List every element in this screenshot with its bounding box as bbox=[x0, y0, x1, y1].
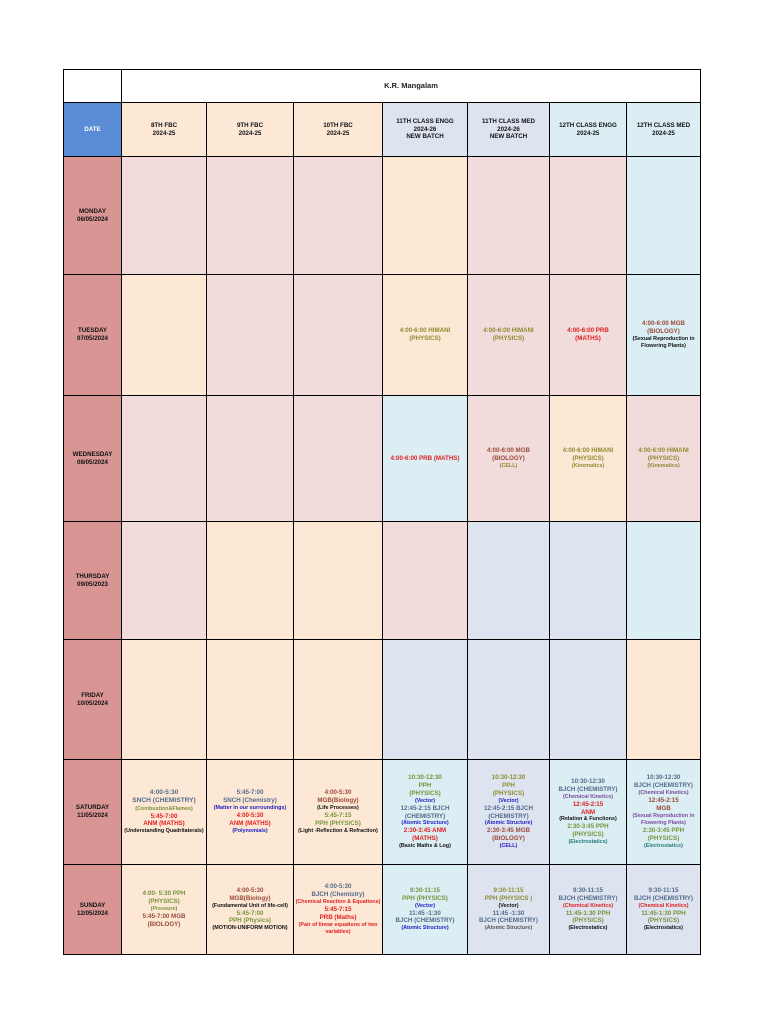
slot-thu-11th-engg bbox=[383, 522, 468, 640]
class-topic: (Chemical Kinetics) bbox=[638, 790, 689, 797]
slot-sun-12th-engg bbox=[550, 865, 627, 955]
class-time: 4:00-5:30 bbox=[324, 789, 352, 797]
slot-sun-11th-med bbox=[468, 865, 550, 955]
class-subject: (PHYSICS) bbox=[572, 831, 604, 839]
class-time: 9:30-11:15 bbox=[493, 886, 524, 894]
class-topic: (Life Processes) bbox=[317, 805, 359, 812]
class-time: 4:00-6:00 HIMANI bbox=[562, 447, 614, 455]
slot-sat-12th-med bbox=[627, 760, 701, 865]
class-subject: (PHYSICS) bbox=[409, 335, 441, 342]
class-topic: (Sexual Reproduction in bbox=[632, 336, 695, 343]
class-subject: MGB(Biology) bbox=[229, 894, 271, 902]
day-wednesday bbox=[64, 396, 122, 522]
class-subject: (PHYSICS) bbox=[647, 455, 680, 463]
header-line: 8TH FBC bbox=[150, 121, 178, 129]
slot-thu-10th bbox=[294, 522, 383, 640]
class-subject: PRB (Maths) bbox=[319, 913, 357, 921]
class-time: 4:00-5:30 bbox=[149, 788, 179, 796]
header-8th-fbc bbox=[122, 103, 207, 157]
header-line: 11TH CLASS ENGG bbox=[396, 117, 454, 125]
slot-mon-11th-engg bbox=[383, 157, 468, 275]
slot-tue-11th-engg bbox=[383, 275, 468, 396]
class-time: 2:30-3:45 MGB bbox=[487, 827, 530, 835]
class-subject: BJCH (CHEMISTRY) bbox=[634, 894, 693, 902]
slot-thu-9th bbox=[207, 522, 294, 640]
class-subject: PPH (PHYSICS) bbox=[315, 819, 361, 827]
class-subject: PPH bbox=[502, 781, 515, 789]
class-subject: MGB bbox=[656, 805, 671, 813]
class-time: 4:00-5:30 bbox=[236, 886, 264, 894]
class-topic: (CELL) bbox=[499, 843, 518, 850]
slot-wed-11th-engg bbox=[383, 396, 468, 522]
slot-thu-12th-med bbox=[627, 522, 701, 640]
class-subject: (BIOLOGY) bbox=[647, 328, 680, 336]
class-topic: (Kinematics) bbox=[571, 462, 605, 469]
header-9th-fbc bbox=[207, 103, 294, 157]
class-subject: (BIOLOGY) bbox=[492, 455, 525, 463]
class-subject: ANM (MATHS) bbox=[143, 820, 185, 828]
slot-mon-12th-med bbox=[627, 157, 701, 275]
class-time: 12:45-2:15 BJCH bbox=[400, 804, 450, 812]
class-time: 12:45-2:15 BJCH bbox=[484, 804, 533, 812]
header-line: 2024-26 bbox=[497, 125, 520, 133]
class-topic: (Atomic Structure) bbox=[484, 925, 533, 932]
slot-wed-11th-med bbox=[468, 396, 550, 522]
slot-thu-11th-med bbox=[468, 522, 550, 640]
header-line: 12TH CLASS MED bbox=[636, 121, 691, 129]
class-time: 4:00-5:30 bbox=[236, 812, 264, 819]
slot-sat-12th-engg bbox=[550, 760, 627, 865]
header-12th-engg bbox=[550, 103, 627, 157]
slot-fri-12th-engg bbox=[550, 640, 627, 760]
day-date: 12/05/2024 bbox=[77, 909, 108, 917]
header-line: 2024-25 bbox=[576, 129, 600, 137]
class-time: 2:30-3:45 ANM bbox=[403, 827, 447, 835]
day-date: 07/05/2024 bbox=[77, 335, 108, 342]
class-time: 9:30-11:15 bbox=[410, 886, 440, 894]
row-tuesday bbox=[64, 275, 701, 396]
header-line: 12TH CLASS ENGG bbox=[559, 121, 617, 129]
class-topic: (Atomic Structure) bbox=[484, 820, 533, 827]
class-topic: (Atomic Structure) bbox=[401, 925, 449, 932]
class-time: 5:45-7:00 MGB bbox=[142, 912, 186, 920]
slot-wed-12th-engg bbox=[550, 396, 627, 522]
slot-sun-8th bbox=[122, 865, 207, 955]
class-topic: (Chemical Kinetics) bbox=[638, 902, 689, 909]
class-subject: (CHEMISTRY) bbox=[404, 812, 446, 820]
header-row bbox=[64, 103, 701, 157]
class-topic: (Electrostatics) bbox=[568, 925, 608, 932]
class-topic: (Pair of linear equations of two bbox=[298, 921, 378, 928]
class-time: 10:30-12:30 bbox=[491, 773, 526, 781]
day-name: SUNDAY bbox=[79, 901, 106, 909]
class-time: 4:00-6:00 PRB (MATHS) bbox=[390, 454, 460, 462]
class-topic: (Electrostatics) bbox=[644, 842, 683, 849]
class-subject: BJCH (CHEMISTRY) bbox=[479, 917, 538, 925]
row-friday bbox=[64, 640, 701, 760]
header-11th-med bbox=[468, 103, 550, 157]
slot-sun-9th bbox=[207, 865, 294, 955]
slot-sat-11th-engg bbox=[383, 760, 468, 865]
class-time: 5:45-7:00 bbox=[236, 789, 264, 797]
day-name: SATURDAY bbox=[75, 804, 110, 812]
slot-mon-11th-med bbox=[468, 157, 550, 275]
date-header: DATE bbox=[64, 103, 122, 157]
slot-tue-12th-med bbox=[627, 275, 701, 396]
header-line: 2024-25 bbox=[238, 129, 262, 137]
day-date: 08/05/2024 bbox=[77, 458, 108, 466]
slot-wed-8th bbox=[122, 396, 207, 522]
day-date: 11/05/2024 bbox=[77, 812, 108, 819]
class-time: 5:45-7:00 bbox=[150, 812, 178, 820]
slot-sun-12th-med bbox=[627, 865, 701, 955]
slot-sat-10th bbox=[294, 760, 383, 865]
class-topic: (Fundamental Unit of life-cell) bbox=[212, 902, 288, 909]
class-subject: BJCH (CHEMISTRY) bbox=[558, 894, 618, 902]
class-subject: ANM (MATHS) bbox=[229, 819, 271, 827]
title-row bbox=[64, 70, 701, 103]
slot-mon-12th-engg bbox=[550, 157, 627, 275]
class-subject: (BIOLOGY) bbox=[492, 835, 525, 843]
class-topic: Flowering Plants) bbox=[641, 342, 686, 349]
header-10th-fbc bbox=[294, 103, 383, 157]
class-time: 11:45-1:30 PPH bbox=[641, 909, 686, 917]
class-time: 4:00-6:00 HIMANI bbox=[638, 447, 689, 455]
class-subject: BJCH (CHEMISTRY) bbox=[395, 917, 455, 925]
day-monday bbox=[64, 157, 122, 275]
slot-fri-11th-engg bbox=[383, 640, 468, 760]
class-time: 4:00-5:30 bbox=[324, 883, 352, 891]
class-time: 10:30-12:30 bbox=[646, 774, 681, 782]
slot-thu-8th bbox=[122, 522, 207, 640]
day-date: 06/05/2024 bbox=[77, 215, 108, 223]
day-date: 09/05/2023 bbox=[77, 580, 108, 588]
slot-sun-10th bbox=[294, 865, 383, 955]
class-time: 5:45-7:00 bbox=[236, 909, 264, 917]
slot-wed-9th bbox=[207, 396, 294, 522]
class-subject: (PHYSICS) bbox=[409, 789, 441, 797]
class-subject: ANM bbox=[580, 808, 596, 816]
class-subject: PPH (PHYSICS) bbox=[402, 894, 448, 902]
class-time: 10:30-12:30 bbox=[408, 773, 442, 781]
header-line: 2024-25 bbox=[652, 129, 675, 137]
class-subject: (PHYSICS) bbox=[572, 455, 604, 463]
row-wednesday bbox=[64, 396, 701, 522]
class-time: 2:30-3:45 PPH bbox=[642, 826, 685, 834]
class-subject: (PHYSICS) bbox=[148, 898, 180, 906]
day-name: MONDAY bbox=[79, 207, 106, 215]
class-time: 9:30-11:15 bbox=[573, 886, 603, 894]
slot-tue-11th-med bbox=[468, 275, 550, 396]
class-topic: (Electrostatics) bbox=[568, 839, 608, 846]
class-topic: variables) bbox=[325, 928, 351, 935]
row-saturday bbox=[64, 760, 701, 865]
day-date: 10/05/2024 bbox=[77, 699, 108, 707]
slot-tue-8th bbox=[122, 275, 207, 396]
slot-fri-10th bbox=[294, 640, 383, 760]
class-topic: (Kinematics) bbox=[647, 462, 680, 469]
corner-cell bbox=[64, 70, 122, 103]
class-topic: (Chemical Reaction & Equations) bbox=[295, 899, 381, 906]
class-time: 4:00-6:00 MGB bbox=[487, 447, 530, 455]
header-line: 2024-25 bbox=[326, 129, 350, 137]
class-topic: (Vector) bbox=[498, 797, 519, 804]
class-topic: (Relation & Functions) bbox=[559, 816, 617, 823]
class-time: 10:30-12:30 bbox=[571, 777, 605, 785]
class-subject: (PHYSICS) bbox=[647, 834, 680, 842]
class-topic: (Combustion&Flames) bbox=[135, 805, 193, 812]
class-time: 4:00-6:00 HIMANI bbox=[483, 327, 534, 335]
header-line: NEW BATCH bbox=[406, 133, 444, 141]
class-topic: (Light -Reflection & Refraction) bbox=[298, 827, 378, 834]
class-subject: (CHEMISTRY) bbox=[488, 812, 529, 820]
slot-mon-9th bbox=[207, 157, 294, 275]
slot-wed-10th bbox=[294, 396, 383, 522]
class-time: 12:45-2:15 bbox=[648, 797, 679, 805]
class-subject: SNCH (Chemistry) bbox=[223, 797, 277, 805]
class-topic: (MOTION-UNIFORM MOTION) bbox=[212, 925, 288, 932]
day-name: THURSDAY bbox=[75, 572, 110, 580]
class-subject: PPH (Physics) bbox=[229, 917, 271, 925]
class-time: 11:45 -1:30 bbox=[492, 909, 525, 917]
timetable bbox=[63, 69, 701, 955]
header-line: 10TH FBC bbox=[323, 121, 353, 129]
row-monday bbox=[64, 157, 701, 275]
slot-fri-9th bbox=[207, 640, 294, 760]
class-topic: (Basic Maths & Log) bbox=[399, 843, 451, 850]
class-subject: (PHYSICS) bbox=[572, 917, 604, 925]
slot-fri-11th-med bbox=[468, 640, 550, 760]
class-subject: PPH bbox=[418, 781, 432, 789]
class-topic: (CELL) bbox=[499, 462, 518, 469]
class-time: 4:00- 5:30 PPH bbox=[142, 890, 186, 898]
header-11th-engg bbox=[383, 103, 468, 157]
class-subject: (BIOLOGY) bbox=[147, 920, 181, 928]
class-topic: (Chemical Kinetics) bbox=[562, 793, 614, 800]
class-time: 4:00-6:00 HIMANI bbox=[399, 327, 451, 335]
class-topic: (Vector) bbox=[414, 797, 436, 804]
class-topic: (Atomic Structure) bbox=[401, 820, 449, 827]
header-line: 2024-25 bbox=[152, 129, 176, 137]
sheet-title-cell bbox=[122, 70, 701, 103]
slot-tue-12th-engg bbox=[550, 275, 627, 396]
class-subject: (PHYSICS) bbox=[647, 917, 680, 925]
day-sunday bbox=[64, 865, 122, 955]
class-topic: (Matter in our surroundings) bbox=[213, 805, 287, 812]
class-time: 12:45-2:15 bbox=[572, 800, 604, 808]
class-topic: (Sexual Reproduction in bbox=[632, 813, 695, 820]
class-subject: MGB(Biology) bbox=[317, 797, 359, 805]
row-thursday bbox=[64, 522, 701, 640]
class-time: 2:30-3:45 PPH bbox=[567, 823, 609, 831]
header-line: 2024-26 bbox=[413, 125, 437, 133]
header-line: NEW BATCH bbox=[489, 133, 528, 141]
day-friday bbox=[64, 640, 122, 760]
slot-wed-12th-med bbox=[627, 396, 701, 522]
header-line: 11TH CLASS MED bbox=[482, 117, 535, 125]
day-name: FRIDAY bbox=[81, 691, 104, 699]
slot-sat-8th bbox=[122, 760, 207, 865]
day-saturday bbox=[64, 760, 122, 865]
class-topic: (Understanding Quadrilaterals) bbox=[124, 828, 204, 835]
header-12th-med bbox=[627, 103, 701, 157]
class-subject: (MATHS) bbox=[412, 835, 438, 843]
class-subject: BJCH (CHEMISTRY) bbox=[558, 785, 618, 793]
day-thursday bbox=[64, 522, 122, 640]
class-subject: PPH (PHYSICS ) bbox=[484, 894, 533, 902]
slot-tue-10th bbox=[294, 275, 383, 396]
class-time: 4:00-6:00 MGB bbox=[642, 320, 685, 328]
slot-mon-8th bbox=[122, 157, 207, 275]
class-time: 5:45-7:15 bbox=[324, 906, 352, 914]
row-sunday bbox=[64, 865, 701, 955]
class-subject: (MATHS) bbox=[575, 335, 601, 342]
class-time: 4:00-6:00 PRB bbox=[567, 327, 609, 335]
slot-sat-11th-med bbox=[468, 760, 550, 865]
class-time: 9:30-11:15 bbox=[648, 886, 679, 894]
slot-fri-12th-med bbox=[627, 640, 701, 760]
sheet-title: K.R. Mangalam bbox=[384, 81, 438, 91]
class-topic: (Chemical Kinetics) bbox=[562, 902, 614, 909]
class-subject: (PHYSICS) bbox=[492, 335, 525, 342]
header-line: 9TH FBC bbox=[236, 121, 264, 129]
class-subject: SNCH (CHEMISTRY) bbox=[132, 797, 196, 805]
class-subject: (PHYSICS) bbox=[492, 789, 525, 797]
slot-mon-10th bbox=[294, 157, 383, 275]
class-topic: Flowering Plants) bbox=[641, 819, 686, 826]
class-time: 11:45 -1:30 bbox=[409, 909, 441, 917]
class-topic: (Vector) bbox=[498, 902, 519, 909]
class-topic: (Vector) bbox=[414, 902, 436, 909]
class-topic: (Polynomials) bbox=[232, 827, 268, 834]
slot-thu-12th-engg bbox=[550, 522, 627, 640]
class-topic: (Electrostatics) bbox=[644, 925, 683, 932]
slot-sun-11th-engg bbox=[383, 865, 468, 955]
class-topic: (Pressure) bbox=[150, 906, 178, 913]
class-time: 11:45-1:30 PPH bbox=[565, 909, 611, 917]
slot-fri-8th bbox=[122, 640, 207, 760]
class-subject: BJCH (Chemistry) bbox=[311, 891, 365, 899]
slot-tue-9th bbox=[207, 275, 294, 396]
slot-sat-9th bbox=[207, 760, 294, 865]
day-name: WEDNESDAY bbox=[72, 450, 113, 458]
day-tuesday bbox=[64, 275, 122, 396]
class-time: 5:45-7:15 bbox=[324, 812, 352, 819]
day-name: TUESDAY bbox=[78, 327, 107, 335]
class-subject: BJCH (CHEMISTRY) bbox=[634, 782, 693, 790]
